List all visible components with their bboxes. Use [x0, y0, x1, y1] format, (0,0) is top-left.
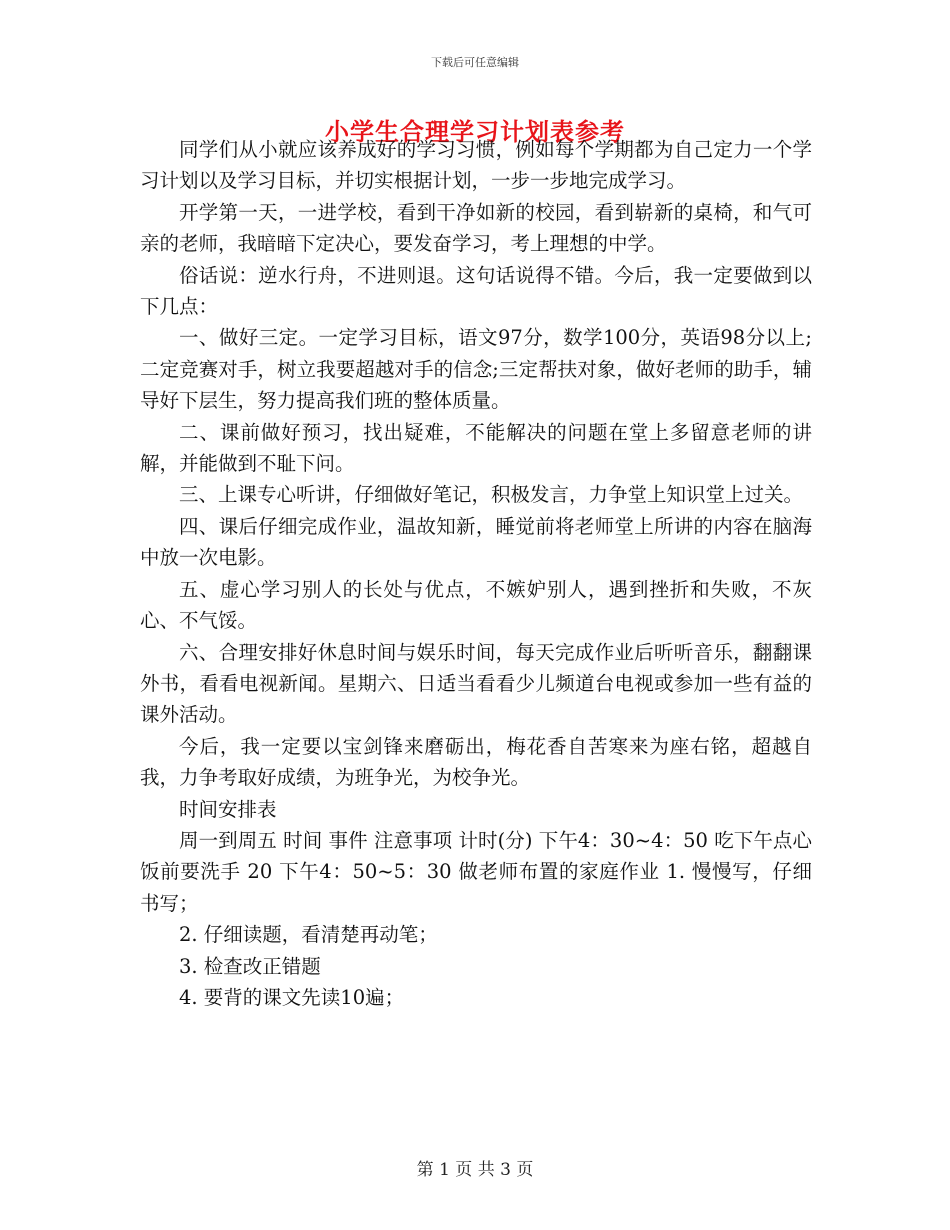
- header-note: 下载后可任意编辑: [431, 56, 519, 69]
- paragraph-intro: 同学们从小就应该养成好的学习习惯，例如每个学期都为自己定力一个学习计划以及学习目标，并切实根据计划，一步一步地完成学习。: [140, 138, 812, 193]
- paragraph-list-item-4: 4. 要背的课文先读10遍；: [179, 985, 405, 1009]
- paragraph-point-6: 六、合理安排好休息时间与娱乐时间，每天完成作业后听听音乐，翻翻课外书，看看电视新闻。星期六、日适当看看少儿频道台电视或参加一些有益的课外活动。: [140, 640, 812, 727]
- paragraph-first-day: 开学第一天，一进学校，看到干净如新的校园，看到崭新的桌椅，和气可亲的老师，我暗暗下定决心，要发奋学习，考上理想的中学。: [140, 200, 812, 256]
- paragraph-point-3: 三、上课专心听讲，仔细做好笔记，积极发言，力争堂上知识堂上过关。: [179, 483, 804, 507]
- document-title: 小学生合理学习计划表参考: [325, 117, 625, 146]
- paragraph-point-5: 五、虚心学习别人的长处与优点，不嫉妒别人，遇到挫折和失败，不灰心、不气馁。: [140, 577, 812, 633]
- page-footer: 第 1 页 共 3 页: [416, 1160, 534, 1180]
- paragraph-proverb: 俗话说：逆水行舟，不进则退。这句话说得不错。今后，我一定要做到以下几点：: [140, 263, 812, 319]
- paragraph-schedule-row: 周一到周五 时间 事件 注意事项 计时(分) 下午4：30~4：50 吃下午点心 饭前要洗手 20 下午4：50~5：30 做老师布置的家庭作业 1. 慢慢写，仔细书写；: [140, 828, 812, 915]
- paragraph-conclusion: 今后，我一定要以宝剑锋来磨砺出，梅花香自苦寒来为座右铭，超越自我，力争考取好成绩，为班争光，为校争光。: [140, 734, 812, 790]
- document-body: [140, 134, 812, 1013]
- paragraph-list-item-2: 2. 仔细读题，看清楚再动笔；: [179, 923, 438, 947]
- paragraph-point-2: 二、课前做好预习，找出疑难，不能解决的问题在堂上多留意老师的讲解，并能做到不耻下问。: [140, 420, 812, 476]
- paragraph-schedule-heading: 时间安排表: [179, 797, 277, 821]
- paragraph-point-1: 一、做好三定。一定学习目标，语文97分，数学100分，英语98分以上;二定竞赛对手，树立我要超越对手的信念;三定帮扶对象，做好老师的助手，辅导好下层生，努力提高我们班的整体质量。: [140, 326, 812, 413]
- paragraph-list-item-3: 3. 检查改正错题: [179, 954, 321, 978]
- paragraph-point-4: 四、课后仔细完成作业，温故知新，睡觉前将老师堂上所讲的内容在脑海中放一次电影。: [140, 514, 812, 570]
